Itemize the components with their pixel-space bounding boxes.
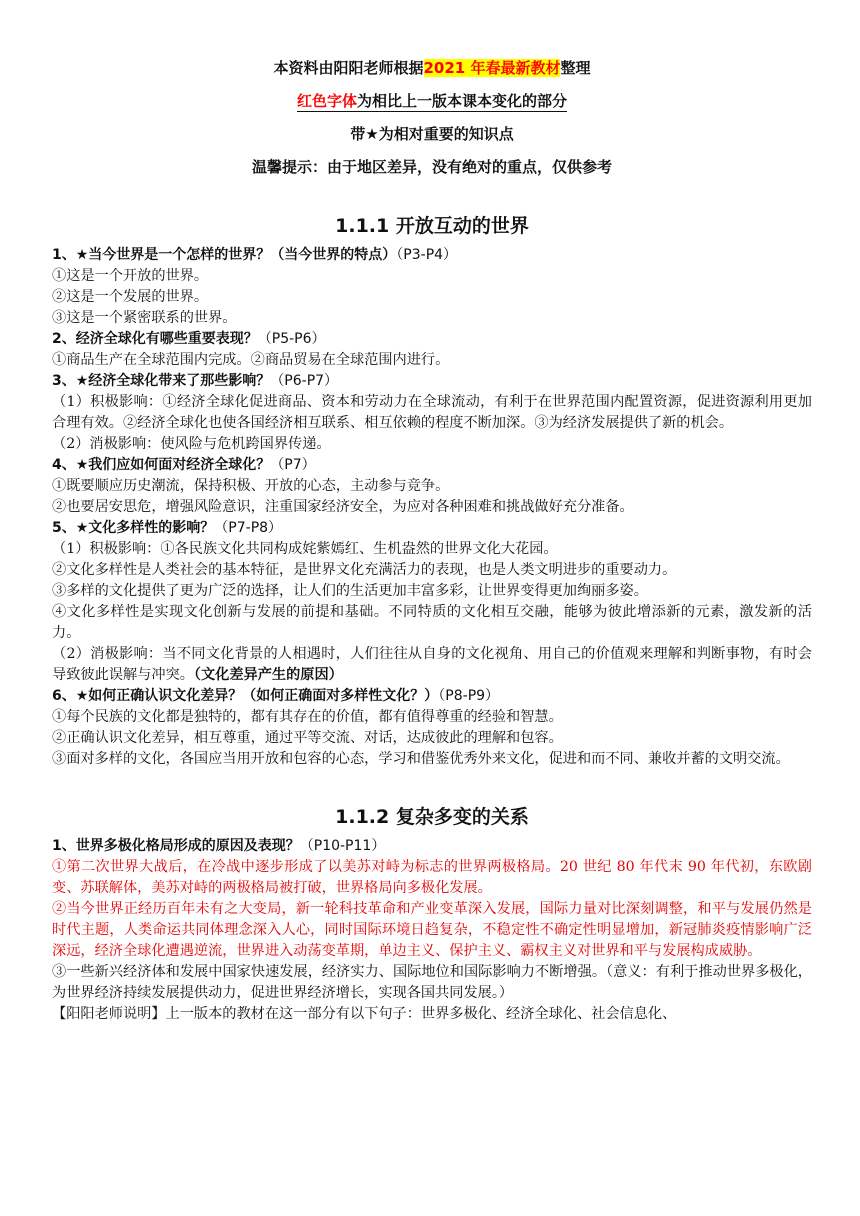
answer-item: ①既要顺应历史潮流，保持积极、开放的心态，主动参与竞争。 [52, 478, 450, 494]
answer-item: ④文化多样性是实现文化创新与发展的前提和基础。不同特质的文化相互交融，能够为彼此增添新的元素，激发新的活力。 [52, 604, 812, 641]
answer-item: ②文化多样性是人类社会的基本特征，是世界文化充满活力的表现，也是人类文明进步的重要动力。 [52, 562, 677, 578]
answer-item: （1）积极影响：①经济全球化促进商品、资本和劳动力在全球流动，有利于在世界范围内配置资源，促进资源利用更加合理有效。②经济全球化也使各国经济相互联系、相互依赖的程度不断加深。③为经济发展提供了新的机会。 [52, 394, 812, 431]
section-title-2: 1.1.2 复杂多变的关系 [335, 806, 529, 828]
answer-item: ①每个民族的文化都是独特的，都有其存在的价值，都有值得尊重的经验和智慧。 [52, 709, 563, 725]
header-line-star: 带★为相对重要的知识点 [350, 125, 514, 143]
answer-item: ②也要居安思危，增强风险意识，注重国家经济安全，为应对各种困难和挑战做好充分准备。 [52, 499, 634, 515]
answer-item: ①商品生产在全球范围内完成。②商品贸易在全球范围内进行。 [52, 352, 450, 368]
question-2-1: 1、世界多极化格局形成的原因及表现？（P10-P11） [52, 838, 386, 854]
question-1-1: 1、★当今世界是一个怎样的世界？（当今世界的特点）（P3-P4） [52, 247, 458, 263]
highlight-new-textbook: 2021 年春最新教材 [423, 59, 561, 77]
answer-item: ③这是一个紧密联系的世界。 [52, 310, 237, 326]
header-line-source: 本资料由阳阳老师根据2021 年春最新教材整理 [273, 59, 591, 77]
teacher-note: 【阳阳老师说明】上一版本的教材在这一部分有以下句子：世界多极化、经济全球化、社会信息化、 [52, 1006, 677, 1022]
answer-item: ③多样的文化提供了更为广泛的选择，让人们的生活更加丰富多彩，让世界变得更加绚丽多姿。 [52, 583, 648, 599]
answer-item: （1）积极影响：①各民族文化共同构成姹紫嫣红、生机盎然的世界文化大花园。 [52, 541, 558, 557]
question-1-5: 5、★文化多样性的影响？（P7-P8） [52, 520, 283, 536]
answer-item: ③一些新兴经济体和发展中国家快速发展，经济实力、国际地位和国际影响力不断增强。（意义：有利于推动世界多极化，为世界经济持续发展提供动力，促进世界经济增长，实现各国共同发展。） [52, 964, 812, 1001]
question-1-4: 4、★我们应如何面对经济全球化？（P7） [52, 457, 316, 473]
question-1-6: 6、★如何正确认识文化差异？（如何正确面对多样性文化？）（P8-P9） [52, 688, 500, 704]
red-font-label: 红色字体 [296, 92, 357, 110]
answer-item: ①这是一个开放的世界。 [52, 268, 209, 284]
answer-item-red: ②当今世界正经历百年未有之大变局，新一轮科技革命和产业变革深入发展，国际力量对比深刻调整，和平与发展仍然是时代主题，人类命运共同体理念深入人心，同时国际环境日趋复杂，不稳定性不确定性明显增加，新冠肺炎疫情影响广泛深远，经济全球化遭遇逆流，世界进入动荡变革期，单边主义、保护主义、霸权主义对世界和平与发展构成威胁。 [52, 901, 812, 959]
answer-item: ②这是一个发展的世界。 [52, 289, 209, 305]
answer-item-red: ①第二次世界大战后，在冷战中逐步形成了以美苏对峙为标志的世界两极格局。20 世纪 80 年代末 90 年代初，东欧剧变、苏联解体，美苏对峙的两极格局被打破，世界格局向多极化发展。 [52, 859, 812, 896]
answer-item: （2）消极影响：使风险与危机跨国界传递。 [52, 436, 331, 452]
question-1-3: 3、★经济全球化带来了那些影响？（P6-P7） [52, 373, 339, 389]
answer-item: （2）消极影响：当不同文化背景的人相遇时，人们往往从自身的文化视角、用自己的价值观来理解和判断事物，有时会导致彼此误解与冲突。（文化差异产生的原因） [52, 646, 812, 683]
answer-item: ③面对多样的文化，各国应当用开放和包容的心态，学习和借鉴优秀外来文化，促进和而不同、兼收并蓄的文明交流。 [52, 751, 790, 767]
section-title-1: 1.1.1 开放互动的世界 [335, 215, 529, 237]
header-line-tip: 温馨提示：由于地区差异，没有绝对的重点，仅供参考 [251, 158, 612, 176]
answer-item: ②正确认识文化差异，相互尊重，通过平等交流、对话，达成彼此的理解和包容。 [52, 730, 563, 746]
culture-difference-cause: （文化差异产生的原因） [193, 667, 343, 683]
header-line-legend: 红色字体为相比上一版本课本变化的部分 [296, 92, 568, 110]
question-1-2: 2、经济全球化有哪些重要表现？（P5-P6） [52, 331, 326, 347]
